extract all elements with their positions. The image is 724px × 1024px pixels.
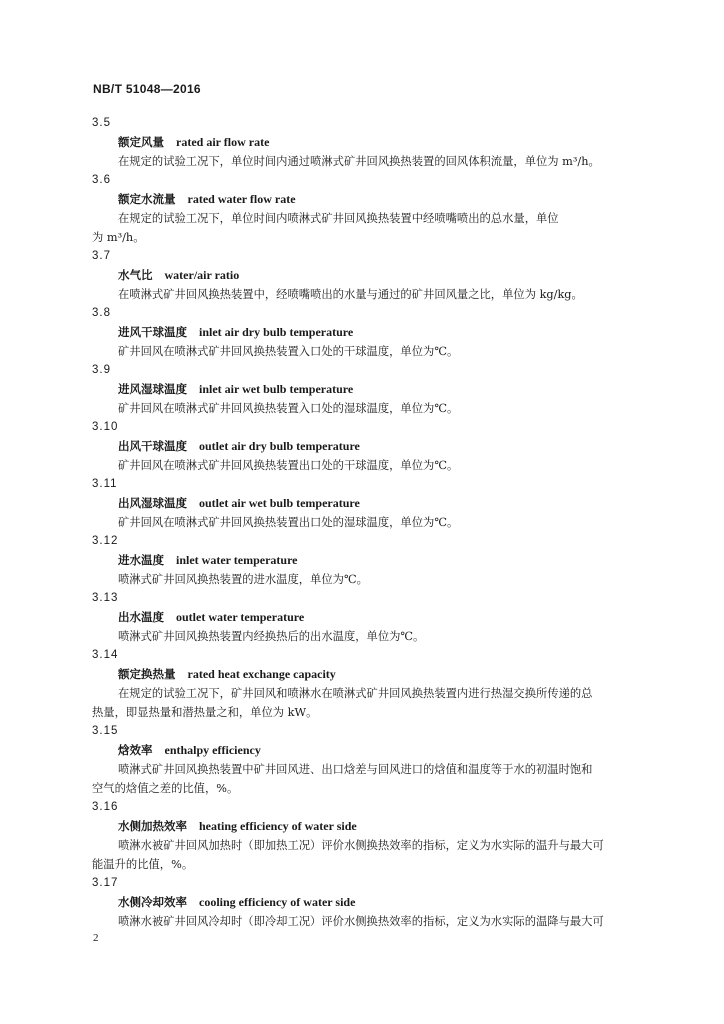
definition-line: 在规定的试验工况下，单位时间内喷淋式矿井回风换热装置中经喷嘴喷出的总水量，单位 xyxy=(118,212,559,225)
term-title xyxy=(92,190,652,209)
term-title xyxy=(92,551,652,570)
term-entry xyxy=(92,247,652,304)
definition-line: 喷淋式矿井回风换热装置的进水温度，单位为℃。 xyxy=(118,573,368,586)
definition-line: 喷淋水被矿井回风加热时（即加热工况）评价水侧换热效率的指标，定义为水实际的温升与最大可 xyxy=(118,839,604,852)
term-chinese: 进风湿球温度 xyxy=(118,382,187,396)
definition-line: 在规定的试验工况下，矿井回风和喷淋水在喷淋式矿井回风换热装置内进行热湿交换所传递的总 xyxy=(118,687,593,700)
term-title xyxy=(92,494,652,513)
definition-line: 为 m³/h。 xyxy=(92,231,145,244)
term-entry xyxy=(92,874,652,931)
term-title xyxy=(92,323,652,342)
clause-number: 3.14 xyxy=(92,649,119,661)
term-entry xyxy=(92,171,652,247)
definition-line: 能温升的比值，%。 xyxy=(92,858,194,871)
definition-line: 矿井回风在喷淋式矿井回风换热装置出口处的湿球温度，单位为℃。 xyxy=(118,516,459,529)
page-number: 2 xyxy=(93,932,99,944)
term-title xyxy=(92,266,652,285)
term-chinese: 额定换热量 xyxy=(118,667,176,681)
definition-line: 喷淋式矿井回风换热装置内经换热后的出水温度，单位为℃。 xyxy=(118,630,425,643)
term-entry xyxy=(92,798,652,874)
term-title xyxy=(92,608,652,627)
term-chinese: 焓效率 xyxy=(118,743,153,757)
clause-number: 3.17 xyxy=(92,877,119,889)
term-english: outlet air dry bulb temperature xyxy=(199,439,360,453)
term-english: inlet air wet bulb temperature xyxy=(199,382,354,396)
term-english: outlet air wet bulb temperature xyxy=(199,496,360,510)
term-title xyxy=(92,665,652,684)
term-entry xyxy=(92,532,652,589)
term-title xyxy=(92,741,652,760)
term-chinese: 水侧加热效率 xyxy=(118,819,187,833)
term-entry xyxy=(92,418,652,475)
definition-line: 喷淋式矿井回风换热装置中矿井回风进、出口焓差与回风进口的焓值和温度等于水的初温时饱和 xyxy=(118,763,593,776)
clause-number: 3.15 xyxy=(92,725,119,737)
term-title xyxy=(92,133,652,152)
term-title xyxy=(92,437,652,456)
definition-line: 矿井回风在喷淋式矿井回风换热装置入口处的湿球温度，单位为℃。 xyxy=(118,402,459,415)
term-english: water/air ratio xyxy=(164,268,240,282)
term-english: inlet air dry bulb temperature xyxy=(199,325,354,339)
term-english: heating efficiency of water side xyxy=(199,819,357,833)
term-entry xyxy=(92,304,652,361)
term-entry xyxy=(92,475,652,532)
term-chinese: 出水温度 xyxy=(118,610,164,624)
term-entry xyxy=(92,114,652,171)
definition-line: 喷淋水被矿井回风冷却时（即冷却工况）评价水侧换热效率的指标，定义为水实际的温降与最大可 xyxy=(118,915,604,928)
clause-number: 3.13 xyxy=(92,592,119,604)
clause-number: 3.9 xyxy=(92,364,111,376)
definition-line: 热量，即显热量和潜热量之和，单位为 kW。 xyxy=(92,706,318,719)
clause-number: 3.12 xyxy=(92,535,119,547)
clause-number: 3.10 xyxy=(92,421,119,433)
definition-line: 在规定的试验工况下，单位时间内通过喷淋式矿井回风换热装置的回风体积流量，单位为 m³/h。 xyxy=(118,155,600,168)
clause-number: 3.11 xyxy=(92,478,118,490)
clause-number: 3.6 xyxy=(92,174,111,186)
term-chinese: 出风干球温度 xyxy=(118,439,187,453)
clause-number: 3.7 xyxy=(92,250,111,262)
term-entry xyxy=(92,589,652,646)
term-title xyxy=(92,817,652,836)
term-entry xyxy=(92,361,652,418)
definition-line: 矿井回风在喷淋式矿井回风换热装置入口处的干球温度，单位为℃。 xyxy=(118,345,459,358)
term-chinese: 额定风量 xyxy=(118,135,164,149)
term-english: rated air flow rate xyxy=(176,135,270,149)
term-english: rated water flow rate xyxy=(187,192,296,206)
term-title xyxy=(92,893,652,912)
term-title xyxy=(92,380,652,399)
term-english: enthalpy efficiency xyxy=(164,743,261,757)
terms-definitions-section xyxy=(92,114,652,931)
term-english: cooling efficiency of water side xyxy=(199,895,356,909)
definition-line: 矿井回风在喷淋式矿井回风换热装置出口处的干球温度，单位为℃。 xyxy=(118,459,459,472)
term-entry xyxy=(92,722,652,798)
term-english: outlet water temperature xyxy=(176,610,305,624)
term-english: rated heat exchange capacity xyxy=(187,667,336,681)
term-entry xyxy=(92,646,652,722)
definition-line: 在喷淋式矿井回风换热装置中，经喷嘴喷出的水量与通过的矿井回风量之比，单位为 kg/kg。 xyxy=(118,288,583,301)
term-chinese: 进风干球温度 xyxy=(118,325,187,339)
clause-number: 3.8 xyxy=(92,307,111,319)
clause-number: 3.16 xyxy=(92,801,119,813)
clause-number: 3.5 xyxy=(92,117,111,129)
definition-line: 空气的焓值之差的比值，%。 xyxy=(92,782,239,795)
term-chinese: 水气比 xyxy=(118,268,153,282)
term-chinese: 出风湿球温度 xyxy=(118,496,187,510)
standard-code-header: NB/T 51048—2016 xyxy=(93,82,201,96)
term-chinese: 进水温度 xyxy=(118,553,164,567)
term-chinese: 额定水流量 xyxy=(118,192,176,206)
term-chinese: 水侧冷却效率 xyxy=(118,895,187,909)
term-english: inlet water temperature xyxy=(176,553,298,567)
